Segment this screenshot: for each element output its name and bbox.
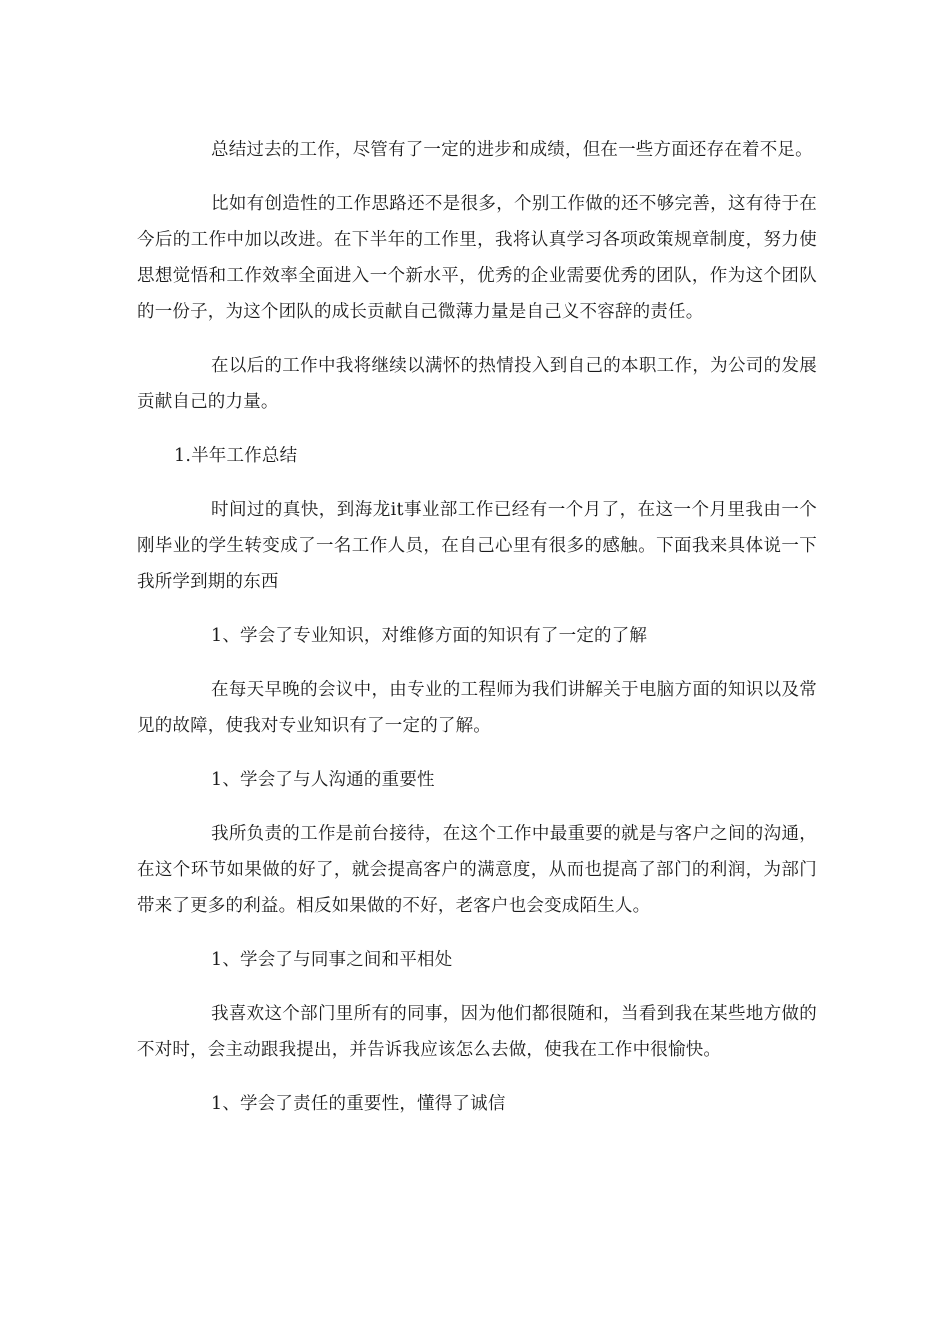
paragraph-gap [137, 474, 817, 492]
document-body [137, 132, 817, 1122]
paragraph-communication: 我所负责的工作是前台接待，在这个工作中最重要的就是与客户之间的沟通，在这个环节如果做的好了，就会提高客户的满意度，从而也提高了部门的利润，为部门带来了更多的利益。相反如果做的不好，老客户也会变成陌生人。 [137, 824, 817, 916]
paragraph-summary: 总结过去的工作，尽管有了一定的进步和成绩，但在一些方面还存在着不足。 [211, 140, 813, 160]
paragraph-gap [137, 744, 817, 762]
paragraph-gap [137, 168, 817, 186]
list-heading-colleagues: 1、学会了与同事之间和平相处 [211, 950, 453, 970]
paragraph-intro: 时间过的真快，到海龙it事业部工作已经有一个月了，在这一个月里我由一个刚毕业的学生转变成了一名工作人员，在自己心里有很多的感触。下面我来具体说一下我所学到期的东西 [137, 500, 817, 592]
list-heading-responsibility: 1、学会了责任的重要性，懂得了诚信 [211, 1094, 506, 1114]
paragraph-colleagues: 我喜欢这个部门里所有的同事，因为他们都很随和，当看到我在某些地方做的不对时，会主动跟我提出，并告诉我应该怎么去做，使我在工作中很愉快。 [137, 1004, 817, 1060]
paragraph-knowledge: 在每天早晚的会议中，由专业的工程师为我们讲解关于电脑方面的知识以及常见的故障，使我对专业知识有了一定的了解。 [137, 680, 817, 736]
paragraph-gap [137, 1068, 817, 1086]
paragraph-gap [137, 420, 817, 438]
paragraph-gap [137, 924, 817, 942]
paragraph-gap [137, 654, 817, 672]
section-heading: 1.半年工作总结 [174, 446, 298, 466]
paragraph-improvement: 比如有创造性的工作思路还不是很多，个别工作做的还不够完善，这有待于在今后的工作中加以改进。在下半年的工作里，我将认真学习各项政策规章制度，努力使思想觉悟和工作效率全面进入一个新水平，优秀的企业需要优秀的团队，作为这个团队的一份子，为这个团队的成长贡献自己微薄力量是自己义不容辞的责任。 [137, 194, 817, 322]
paragraph-future: 在以后的工作中我将继续以满怀的热情投入到自己的本职工作，为公司的发展贡献自己的力量。 [137, 356, 817, 412]
paragraph-gap [137, 978, 817, 996]
list-heading-knowledge: 1、学会了专业知识，对维修方面的知识有了一定的了解 [211, 626, 648, 646]
paragraph-gap [137, 600, 817, 618]
paragraph-gap [137, 330, 817, 348]
list-heading-communication: 1、学会了与人沟通的重要性 [211, 770, 435, 790]
paragraph-gap [137, 798, 817, 816]
